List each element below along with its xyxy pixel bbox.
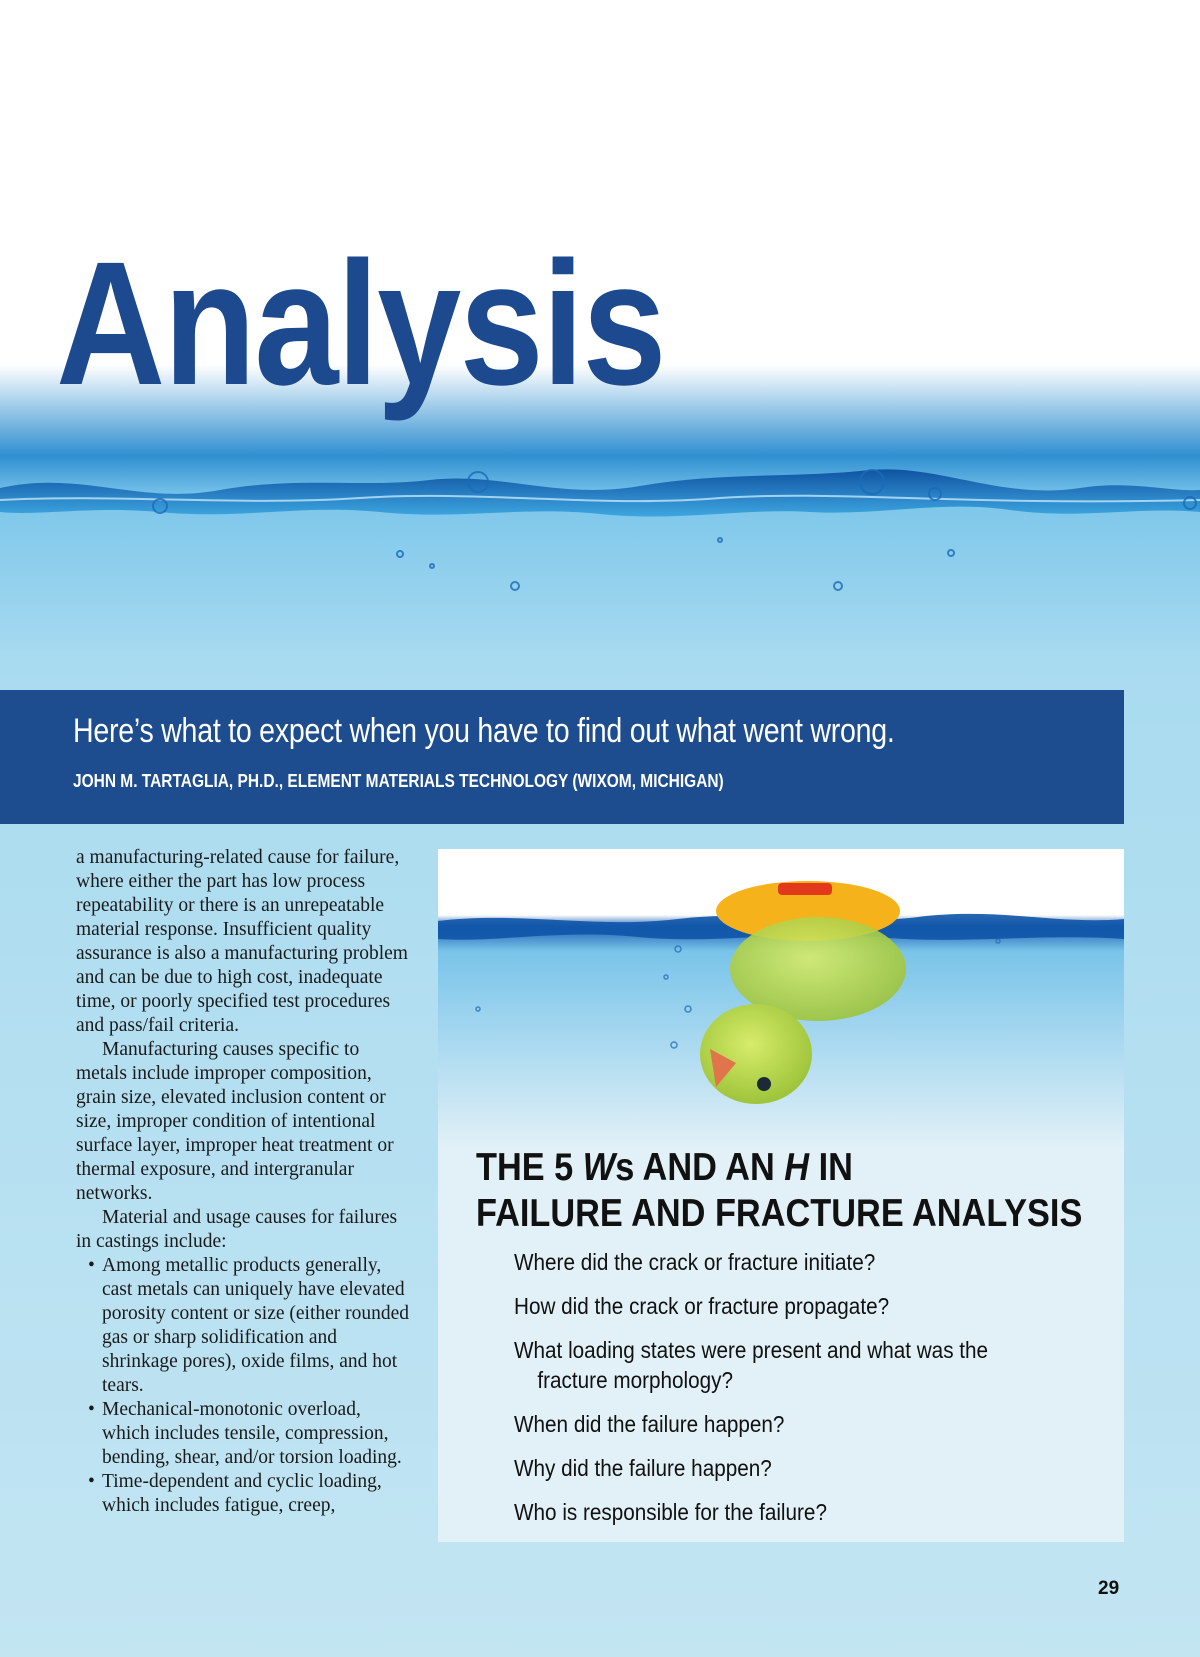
bullet-icon: • [88,1471,95,1492]
question-text: What loading states were present and what was the [514,1337,989,1363]
deck-banner [0,690,1124,824]
question-item: Who is responsible for the failure? [514,1499,827,1525]
questions-list [514,1247,1104,1541]
question-text-continued: fracture morphology? [537,1367,734,1393]
body-paragraph: Manufacturing causes specific to metals include improper composition, grain size, elevated inclusion content or size, improper condition of intentional surface layer, improper heat treatment or thermal exposure, and intergranular networks. [76,1039,394,1204]
article-byline: JOHN M. TARTAGLIA, PH.D., ELEMENT MATERIALS TECHNOLOGY (WIXOM, MICHIGAN) [73,771,724,791]
question-item [514,1335,1072,1395]
heading-text-italic: W [582,1146,616,1189]
bullet-icon: • [88,1399,95,1420]
causes-list-item-text: Time-dependent and cyclic loading, which includes fatigue, creep, [102,1471,382,1516]
article-deck: Here’s what to expect when you have to find out what went wrong. [73,712,895,750]
causes-list-item-text: Among metallic products generally, cast metals can uniquely have elevated porosity content or size (either rounded gas or sharp solidification and shrinkage pores), oxide films, and hot tears. [102,1255,410,1396]
causes-list-item [76,1254,410,1398]
question-item: Where did the crack or fracture initiate? [514,1249,876,1275]
heading-text-italic: H [784,1146,810,1189]
heading-text: THE 5 [476,1146,583,1189]
page-number: 29 [1098,1578,1120,1599]
question-item: Why did the failure happen? [514,1455,772,1481]
rubber-duck-underwater-icon [438,849,1124,1149]
question-item: How did the crack or fracture propagate? [514,1293,890,1319]
sidebar-heading-line1 [476,1145,1039,1191]
sidebar-box [438,849,1124,1542]
body-paragraph: Material and usage causes for failures in castings include: [76,1207,398,1252]
heading-text: IN [809,1146,853,1189]
article-title: Analysis [56,225,665,422]
causes-list-item [76,1470,410,1518]
causes-list-item [76,1398,410,1470]
body-paragraph: a manufacturing-related cause for failure, where either the part has low process repeatability or there is an unrepeatable material response. Insufficient quality assurance is also a manufacturing problem and can be due to high cost, inadequate time, or poorly specified test procedures and pass/fail criteria. [76,847,408,1036]
sidebar-heading-line2: FAILURE AND FRACTURE ANALYSIS [476,1192,1083,1235]
causes-list-item-text: Mechanical-monotonic overload, which includes tensile, compression, bending, shear, and/or torsion loading. [102,1399,402,1468]
sidebar-heading [476,1145,1083,1237]
article-body-column [76,846,410,1518]
heading-text: s AND AN [615,1146,785,1189]
causes-list [76,1254,410,1518]
bullet-icon: • [88,1255,95,1276]
question-item: When did the failure happen? [514,1411,785,1437]
